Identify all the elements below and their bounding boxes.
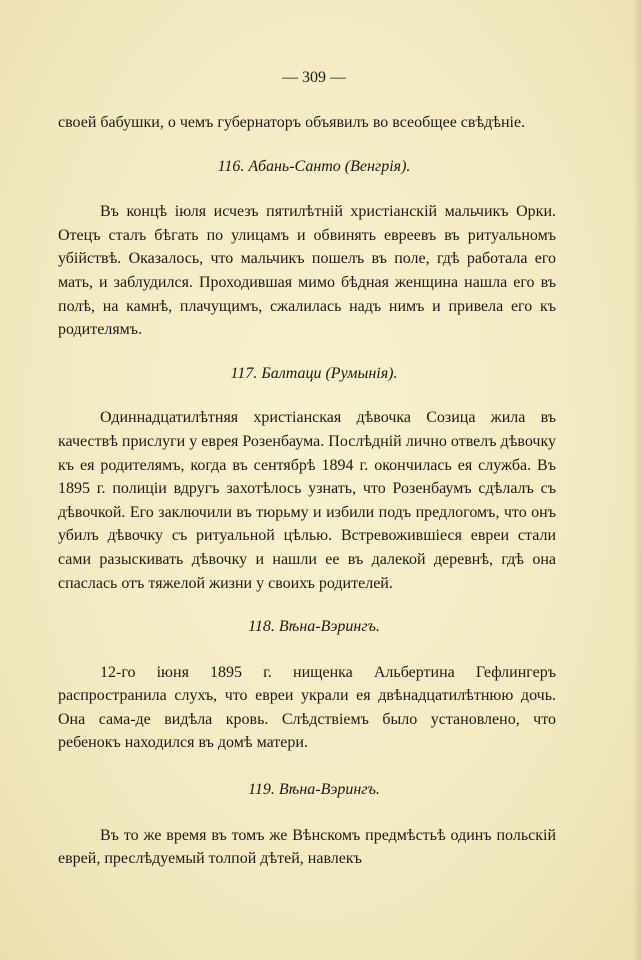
section-text-119: Въ то же время въ томъ же Вѣнскомъ предмѣстьѣ одинъ польскій еврей, преслѣдуемый толпой дѣтей, навлекъ: [58, 826, 556, 868]
section-heading-118: 118. Вѣна-Вэрингъ.: [248, 618, 380, 636]
section-text-118: 12-го іюня 1895 г. нищенка Альбертина Гефлингеръ распространила слухъ, что евреи украли ея двѣнадцатилѣтнюю дочь. Она сама-де видѣла кровь. Слѣдствіемъ было установлено, что ребенокъ находился въ домѣ матери.: [58, 663, 556, 752]
section-heading-119: 119. Вѣна-Вэрингъ.: [248, 781, 380, 799]
page-edge-shadow: [633, 0, 641, 960]
page-content: [58, 66, 556, 871]
section-heading-116: 116. Абань-Санто (Венгрія).: [217, 157, 411, 175]
section-text-117: Одиннадцатилѣтняя христіанская дѣвочка Созица жила въ качествѣ прислуги у еврея Розенбаума. Послѣдній лично отвелъ дѣвочку къ ея родителямъ, когда въ сентябрѣ 1894 г. окончилась ея служба. Въ 1895 г. полиціи вдругъ захотѣлось узнать, что Розенбаумъ сдѣлалъ съ дѣвочкой. Его заключили въ тюрьму и избили подъ предлогомъ, что онъ убилъ дѣвочку съ ритуальной цѣлью. Встревожившіеся евреи стали сами разыскивать дѣвочку и нашли ее въ далекой деревнѣ, гдѣ она спаслась отъ тяжелой жизни у своихъ родителей.: [58, 409, 556, 592]
section-text-116: Въ концѣ іюля исчезъ пятилѣтній христіанскій мальчикъ Орки. Отецъ сталъ бѣгать по улицамъ и обвинять евреевъ въ ритуальномъ убійствѣ. Оказалось, что мальчикъ пошелъ въ поле, гдѣ работала его мать, и заблудился. Проходившая мимо бѣдная женщина нашла его въ полѣ, на камнѣ, плачущимъ, сжалилась надъ нимъ и привела его къ родителямъ.: [58, 203, 556, 339]
intro-paragraph: своей бабушки, о чемъ губернаторъ объявилъ во всеобщее свѣдѣніе.: [58, 114, 526, 131]
page-number: — 309 —: [282, 69, 346, 86]
section-heading-117: 117. Балтаци (Румынія).: [230, 364, 398, 382]
